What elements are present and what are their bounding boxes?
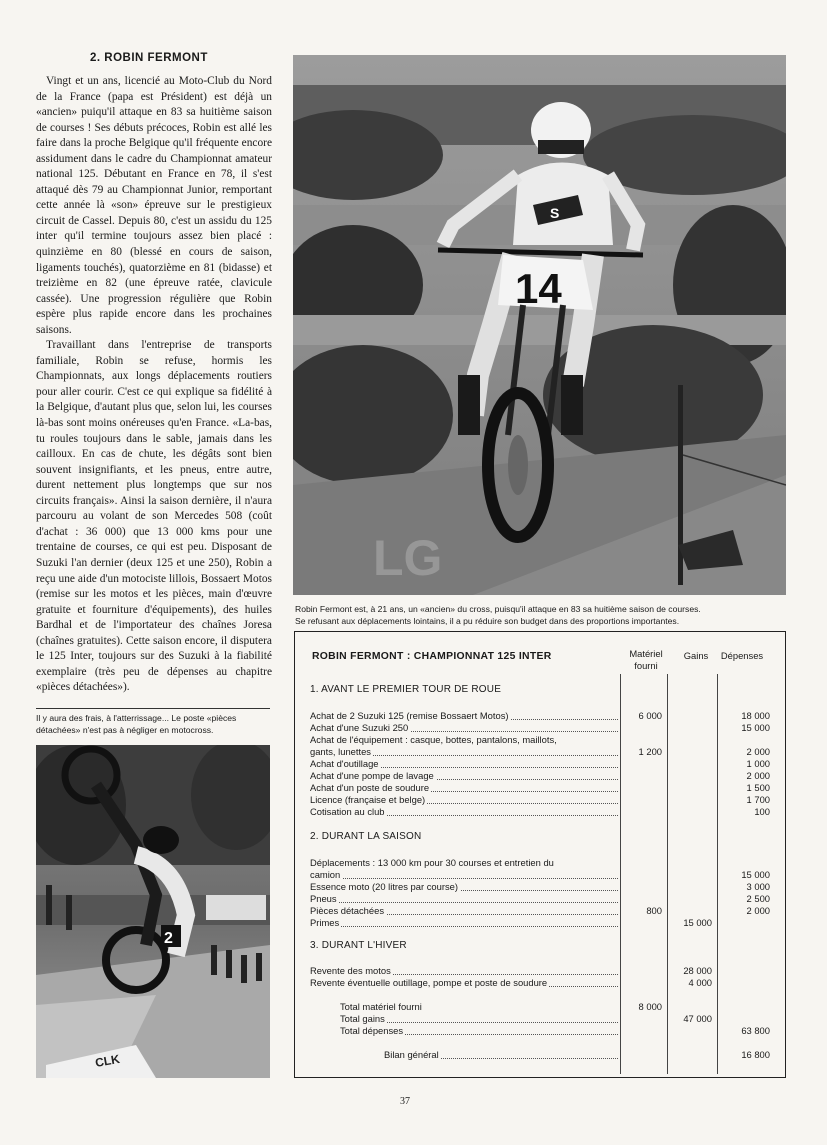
article-paragraph: Vingt et un ans, licencié au Moto-Club du Nord de la France (papa est Président) est déjà un «ancien» puiqu'il attaque en 83 sa huitième saison de courses ! Ses débuts précoces, Robin est allé les faire dans la proche Belgique qu'il fréquente encore assidument dans le cadre du Championnat amateur national 125. Débutant en France en 78, il s'est attaqué dès 79 au Championnat Junior, remportant cette année là «son» épreuve sur le prestigieux circuit de Cassel. Depuis 80, c'est un assidu du 125 inter qu'il termine toujours assez bien placé : quinzième en 80 (blessé en cours de saison, ligaments touchés), quatorzième en 81 (bidasse) et treizième en 82 (une épreuve ratée, clavicule cassée). Une progression régulière que Robin espère plus rapide encore dans les prochaines saisons.	[36, 75, 272, 336]
table-row	[310, 710, 618, 722]
table-row	[310, 881, 618, 893]
table-row	[310, 722, 618, 734]
table-row	[310, 782, 618, 794]
article-heading: 2. ROBIN FERMONT	[90, 52, 208, 64]
section-title: 2. DURANT LA SAISON	[310, 831, 422, 842]
caption-divider	[36, 708, 270, 709]
right-photo-caption	[295, 603, 791, 627]
article-body	[36, 74, 272, 696]
row-label: Achat d'outillage	[310, 758, 379, 769]
table-row	[310, 770, 618, 782]
materiel-value: 8 000	[638, 1001, 662, 1012]
depenses-value: 2 500	[746, 893, 770, 904]
table-row	[310, 893, 618, 905]
rider-jump-photo	[293, 55, 786, 595]
row-label: Total matériel fourni	[340, 1001, 422, 1012]
row-label: Primes	[310, 917, 340, 928]
dot-leader	[310, 902, 618, 903]
row-label: Licence (française et belge)	[310, 794, 426, 805]
table-row	[310, 746, 618, 758]
table-row	[310, 1049, 618, 1061]
row-label: gants, lunettes	[310, 746, 371, 757]
column-header-line: Matériel	[629, 648, 663, 659]
materiel-value: 800	[646, 905, 662, 916]
table-row	[310, 905, 618, 917]
table-row	[310, 734, 618, 746]
table-row	[310, 965, 618, 977]
jersey-brand-letter: S	[550, 205, 560, 221]
banner-text: CLK	[94, 1051, 121, 1070]
table-row	[310, 917, 618, 929]
materiel-value: 1 200	[638, 746, 662, 757]
depenses-value: 1 500	[746, 782, 770, 793]
row-label: camion	[310, 869, 341, 880]
row-label: Achat de l'équipement : casque, bottes, pantalons, maillots,	[310, 734, 557, 745]
column-header-materiel	[618, 648, 674, 672]
table-row	[310, 758, 618, 770]
column-header-depenses: Dépenses	[720, 650, 764, 661]
gains-value: 47 000	[683, 1013, 712, 1024]
row-label: Achat d'une Suzuki 250	[310, 722, 409, 733]
table-row	[310, 806, 618, 818]
row-label: Bilan général	[384, 1049, 439, 1060]
depenses-value: 3 000	[746, 881, 770, 892]
watermark: LG	[373, 530, 443, 586]
depenses-value: 2 000	[746, 746, 770, 757]
table-row	[310, 1001, 618, 1013]
depenses-value: 1 000	[746, 758, 770, 769]
row-label: Essence moto (20 litres par course)	[310, 881, 458, 892]
table-title: ROBIN FERMONT : CHAMPIONNAT 125 INTER	[312, 651, 552, 662]
depenses-value: 1 700	[746, 794, 770, 805]
table-row	[310, 977, 618, 989]
depenses-value: 15 000	[741, 869, 770, 880]
depenses-value: 2 000	[746, 905, 770, 916]
article-paragraph: Travaillant dans l'entreprise de transports familiale, Robin se refuse, hormis les Championnats, aux longs déplacements routiers pour aller courir. C'est ce qui explique sa fidélité à la Belgique, d'autant plus que, selon lui, les courses là-bas sont moins onéreuses qu'en France. «La-bas, tu roules toujours dans le sable, jamais dans les cailloux. En cas de chute, les dégâts sont bien souvent insignifiants, et les pneus, entre autre, durent nettement plus longtemps que sur nos circuits français». Ainsi la saison dernière, il n'aura parcouru au volant de son Mercedes 508 (coût d'achat : 36 000) que 13 000 kms pour une trentaine de courses, ce qui est peu. Disposant de Suzuki l'an dernier (deux 125 et une 250), Robin a reçu une aide d'un motociste lillois, Bossaert Motos (remise sur les motos et les pièces, main d'œuvre gratuite et fourniture d'équipements), des huiles Bardhal et de l'importateur des chaînes Joresa (chaînes gratuites). Cette saison encore, il disputera le 125 Inter, toujours sur des Suzuki à la fiabilité exemplaire (très peu de dépenses au chapitre «pièces détachées»).	[36, 339, 272, 694]
table-row	[310, 1025, 618, 1037]
column-divider	[717, 674, 718, 1074]
left-bib-number: 2	[164, 930, 173, 947]
row-label: Déplacements : 13 000 km pour 30 courses et entretien du	[310, 857, 554, 868]
right-caption-line: Robin Fermont est, à 21 ans, un «ancien» du cross, puisqu'il attaque en 83 sa huitième saison de courses.	[295, 604, 701, 614]
table-row	[310, 857, 618, 869]
page-number: 37	[400, 1096, 410, 1107]
row-label: Total gains	[340, 1013, 385, 1024]
row-label: Pièces détachées	[310, 905, 385, 916]
right-bib-number: 14	[515, 265, 562, 312]
table-row	[310, 794, 618, 806]
landing-rider-photo	[36, 745, 270, 1078]
row-label: Revente éventuelle outillage, pompe et poste de soudure	[310, 977, 548, 988]
row-label: Revente des motos	[310, 965, 391, 976]
gains-value: 15 000	[683, 917, 712, 928]
row-label: Pneus	[310, 893, 337, 904]
depenses-value: 2 000	[746, 770, 770, 781]
depenses-value: 100	[754, 806, 770, 817]
depenses-value: 63 800	[741, 1025, 770, 1036]
left-photo-caption: Il y aura des frais, à l'atterrissage... Le poste «pièces détachées» n'est pas à négliger en motocross.	[36, 713, 237, 735]
column-divider	[620, 674, 621, 1074]
table-row	[310, 869, 618, 881]
depenses-value: 15 000	[741, 722, 770, 733]
column-header-gains: Gains	[683, 650, 709, 661]
gains-value: 4 000	[688, 977, 712, 988]
column-header-line: fourni	[634, 660, 658, 671]
section-title: 1. AVANT LE PREMIER TOUR DE ROUE	[310, 684, 502, 695]
depenses-value: 16 800	[741, 1049, 770, 1060]
section-title: 3. DURANT L'HIVER	[310, 940, 407, 951]
table-row	[310, 1013, 618, 1025]
row-label: Achat d'un poste de soudure	[310, 782, 430, 793]
right-caption-line: Se refusant aux déplacements lointains, il a pu réduire son budget dans des proportions importantes.	[295, 616, 680, 626]
gains-value: 28 000	[683, 965, 712, 976]
row-label: Achat de 2 Suzuki 125 (remise Bossaert Motos)	[310, 710, 509, 721]
depenses-value: 18 000	[741, 710, 770, 721]
dot-leader	[310, 926, 618, 927]
dot-leader	[310, 878, 618, 879]
row-label: Total dépenses	[340, 1025, 404, 1036]
row-label: Cotisation au club	[310, 806, 385, 817]
row-label: Achat d'une pompe de lavage	[310, 770, 434, 781]
materiel-value: 6 000	[638, 710, 662, 721]
column-divider	[667, 674, 668, 1074]
